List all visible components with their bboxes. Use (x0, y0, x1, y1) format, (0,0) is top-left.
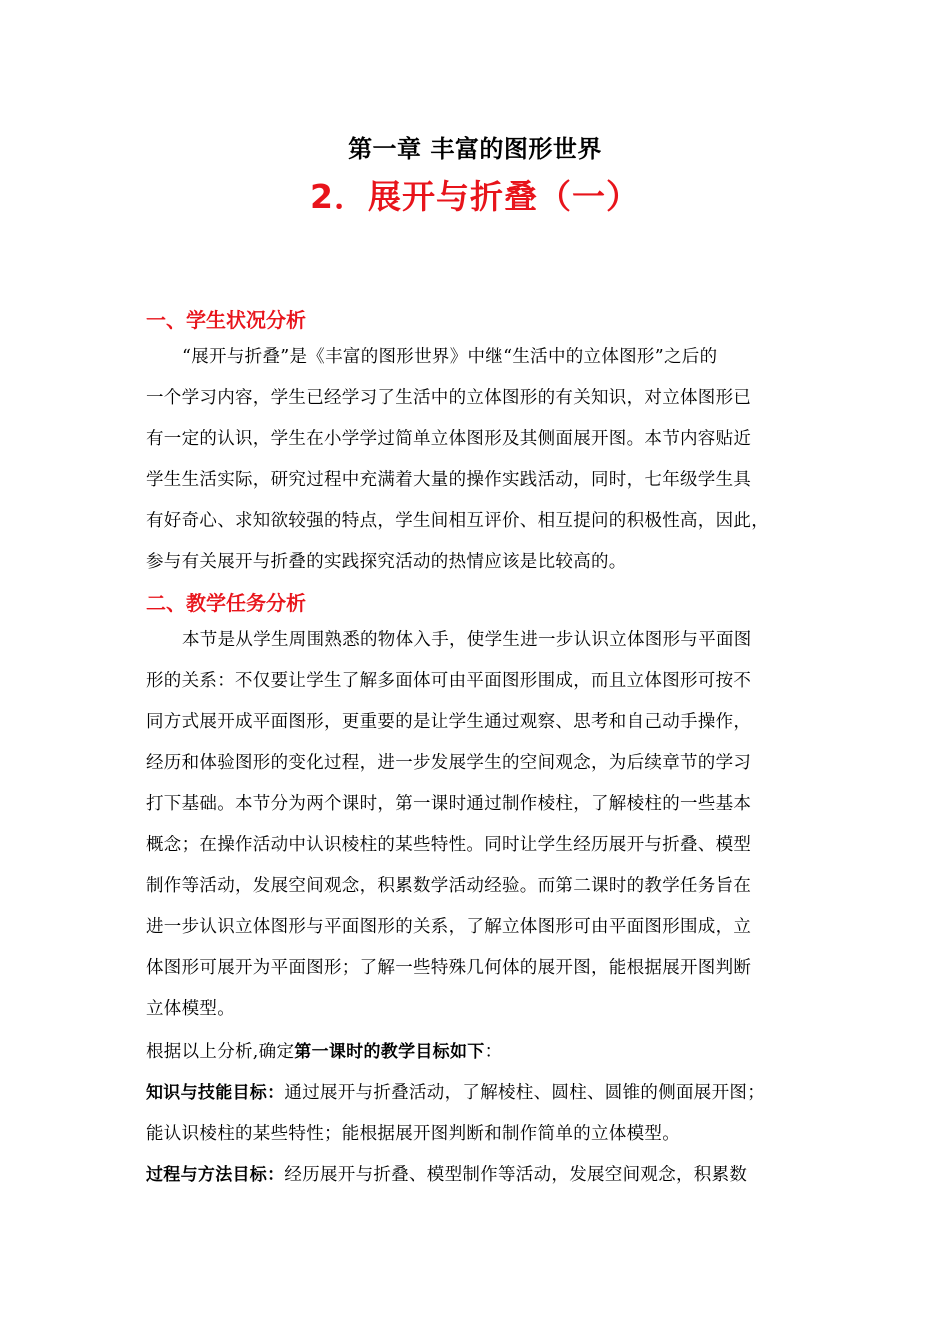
objectives-intro-bold: 第一课时的教学目标如下 (294, 1042, 485, 1062)
paragraph-line: 有好奇心、求知欲较强的特点，学生间相互评价、相互提问的积极性高，因此， (146, 511, 769, 531)
paragraph-line: 参与有关展开与折叠的实践探究活动的热情应该是比较高的。 (146, 552, 627, 572)
task-analysis-paragraph (146, 620, 810, 1030)
process-goal-text: 经历展开与折叠、模型制作等活动，发展空间观念，积累数 (284, 1165, 748, 1185)
paragraph-line: 本节是从学生周围熟悉的物体入手，使学生进一步认识立体图形与平面图 (182, 630, 752, 650)
paragraph-line: 制作等活动，发展空间观念，积累数学活动经验。而第二课时的教学任务旨在 (146, 876, 752, 896)
paragraph-line: “展开与折叠”是《丰富的图形世界》中继“生活中的立体图形”之后的 (182, 347, 718, 367)
paragraph-line: 经历和体验图形的变化过程，进一步发展学生的空间观念，为后续章节的学习 (146, 753, 752, 773)
section-heading-student-analysis: 一、学生状况分析 (146, 308, 306, 332)
objectives-intro-prefix: 根据以上分析,确定 (146, 1042, 295, 1062)
process-goal-label: 过程与方法目标： (146, 1165, 285, 1185)
paragraph-line: 一个学习内容，学生已经学习了生活中的立体图形的有关知识，对立体图形已 (146, 388, 752, 408)
paragraph-line: 形的关系：不仅要让学生了解多面体可由平面图形围成，而且立体图形可按不 (146, 671, 752, 691)
paragraph-line: 打下基础。本节分为两个课时，第一课时通过制作棱柱，了解棱柱的一些基本 (146, 794, 752, 814)
paragraph-line: 同方式展开成平面图形，更重要的是让学生通过观察、思考和自己动手操作， (146, 712, 752, 732)
chapter-title: 第一章 丰富的图形世界 (348, 135, 602, 163)
knowledge-goal-line-1 (146, 1073, 826, 1114)
objectives-intro (146, 1032, 826, 1073)
paragraph-line: 进一步认识立体图形与平面图形的关系，了解立体图形可由平面图形围成，立 (146, 917, 752, 937)
objectives-intro-suffix: ： (484, 1042, 503, 1062)
knowledge-goal-label: 知识与技能目标： (146, 1083, 285, 1103)
knowledge-goal-text: 通过展开与折叠活动，了解棱柱、圆柱、圆锥的侧面展开图； (284, 1083, 766, 1103)
paragraph-line: 学生生活实际，研究过程中充满着大量的操作实践活动，同时，七年级学生具 (146, 470, 752, 490)
lesson-title: 2．展开与折叠（一） (310, 177, 640, 216)
process-goal-line-1 (146, 1155, 826, 1196)
paragraph-line: 体图形可展开为平面图形；了解一些特殊几何体的展开图，能根据展开图判断 (146, 958, 752, 978)
section-heading-task-analysis: 二、教学任务分析 (146, 591, 306, 615)
knowledge-goal-line-2: 能认识棱柱的某些特性；能根据展开图判断和制作简单的立体模型。 (146, 1124, 680, 1144)
paragraph-line: 有一定的认识，学生在小学学过简单立体图形及其侧面展开图。本节内容贴近 (146, 429, 752, 449)
paragraph-line: 立体模型。 (146, 999, 235, 1019)
paragraph-line: 概念；在操作活动中认识棱柱的某些特性。同时让学生经历展开与折叠、模型 (146, 835, 752, 855)
student-analysis-paragraph (146, 337, 810, 583)
